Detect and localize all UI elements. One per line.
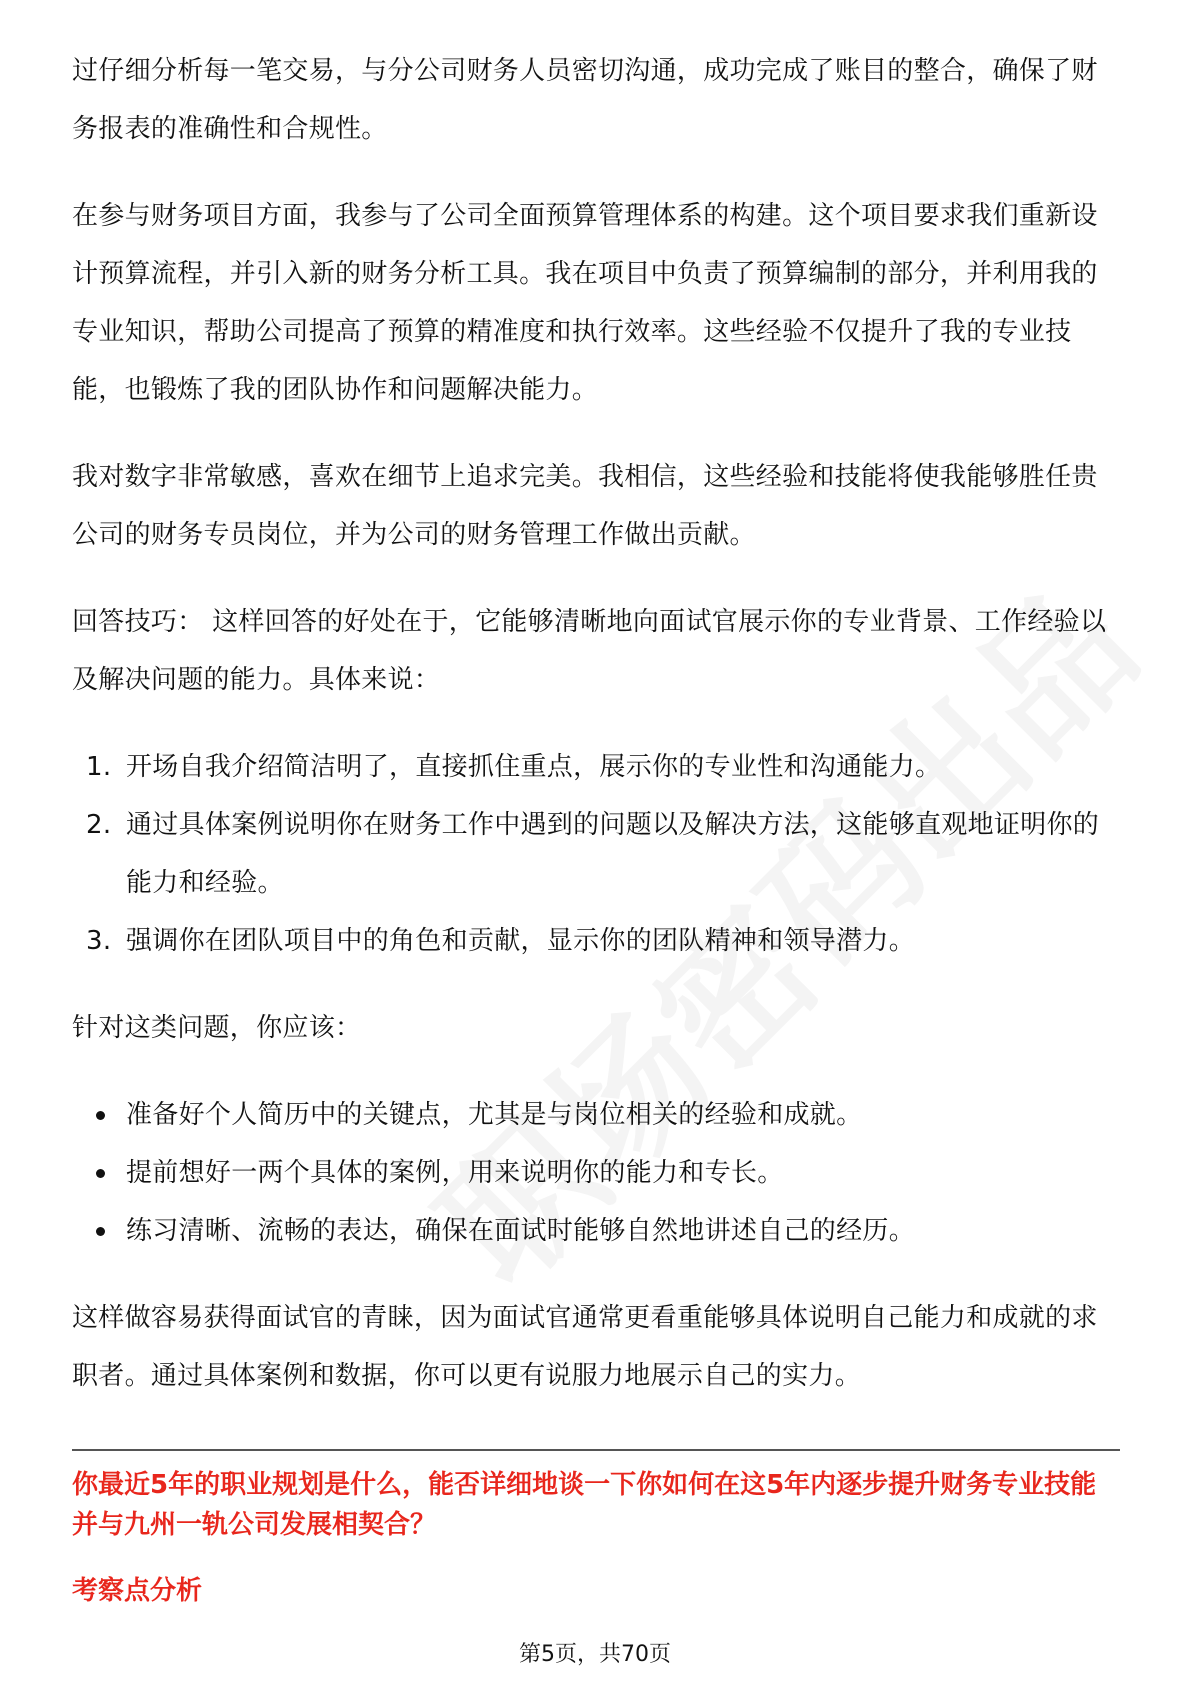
- numbered-list-item: [72, 796, 1120, 912]
- list-item-text: 练习清晰、流畅的表达，确保在面试时能够自然地讲述自己的经历。: [126, 1216, 916, 1246]
- bullet-list-item: [72, 1144, 1120, 1202]
- page-content: [72, 42, 1120, 1611]
- list-number: 2.: [86, 810, 112, 840]
- list-item-text: 开场自我介绍简洁明了，直接抓住重点，展示你的专业性和沟通能力。: [126, 752, 942, 782]
- list-item-text: 准备好个人简历中的关键点，尤其是与岗位相关的经验和成就。: [126, 1100, 863, 1130]
- numbered-list: [72, 738, 1120, 970]
- bullet-dot-icon: [96, 1111, 105, 1120]
- list-number: 1.: [86, 752, 112, 782]
- interview-question: 你最近5年的职业规划是什么，能否详细地谈一下你如何在这5年内逐步提升财务专业技能并与九州一轨公司发展相契合？: [72, 1470, 1097, 1540]
- paragraph-bullets-intro: 针对这类问题，你应该：: [72, 1013, 362, 1043]
- list-number: 3.: [86, 926, 112, 956]
- page-number-footer: 第5页，共70页: [519, 1642, 671, 1667]
- bullet-dot-icon: [96, 1227, 105, 1236]
- bullet-list-item: [72, 1086, 1120, 1144]
- bullet-list-item: [72, 1202, 1120, 1260]
- numbered-list-item: [72, 912, 1120, 970]
- paragraph-continuation: 过仔细分析每一笔交易，与分公司财务人员密切沟通，成功完成了账目的整合，确保了财务报表的准确性和合规性。: [72, 56, 1098, 144]
- paragraph-answer-tips: 回答技巧： 这样回答的好处在于，它能够清晰地向面试官展示你的专业背景、工作经验以及解决问题的能力。具体来说：: [72, 607, 1107, 695]
- list-item-text: 强调你在团队项目中的角色和贡献，显示你的团队精神和领导潜力。: [126, 926, 916, 956]
- paragraph-personal-strength: 我对数字非常敏感，喜欢在细节上追求完美。我相信，这些经验和技能将使我能够胜任贵公司的财务专员岗位，并为公司的财务管理工作做出贡献。: [72, 462, 1098, 550]
- bullet-list: [72, 1086, 1120, 1260]
- bullet-dot-icon: [96, 1169, 105, 1178]
- list-item-text: 提前想好一两个具体的案例，用来说明你的能力和专长。: [126, 1158, 784, 1188]
- paragraph-closing: 这样做容易获得面试官的青睐，因为面试官通常更看重能够具体说明自己能力和成就的求职者。通过具体案例和数据，你可以更有说服力地展示自己的实力。: [72, 1303, 1098, 1391]
- section-heading: 考察点分析: [72, 1576, 203, 1606]
- paragraph-project-experience: 在参与财务项目方面，我参与了公司全面预算管理体系的构建。这个项目要求我们重新设计预算流程，并引入新的财务分析工具。我在项目中负责了预算编制的部分，并利用我的专业知识，帮助公司提高了预算的精准度和执行效率。这些经验不仅提升了我的专业技能，也锻炼了我的团队协作和问题解决能力。: [72, 201, 1098, 405]
- numbered-list-item: [72, 738, 1120, 796]
- section-divider: [72, 1449, 1120, 1451]
- list-item-text: 通过具体案例说明你在财务工作中遇到的问题以及解决方法，这能够直观地证明你的能力和经验。: [126, 810, 1100, 898]
